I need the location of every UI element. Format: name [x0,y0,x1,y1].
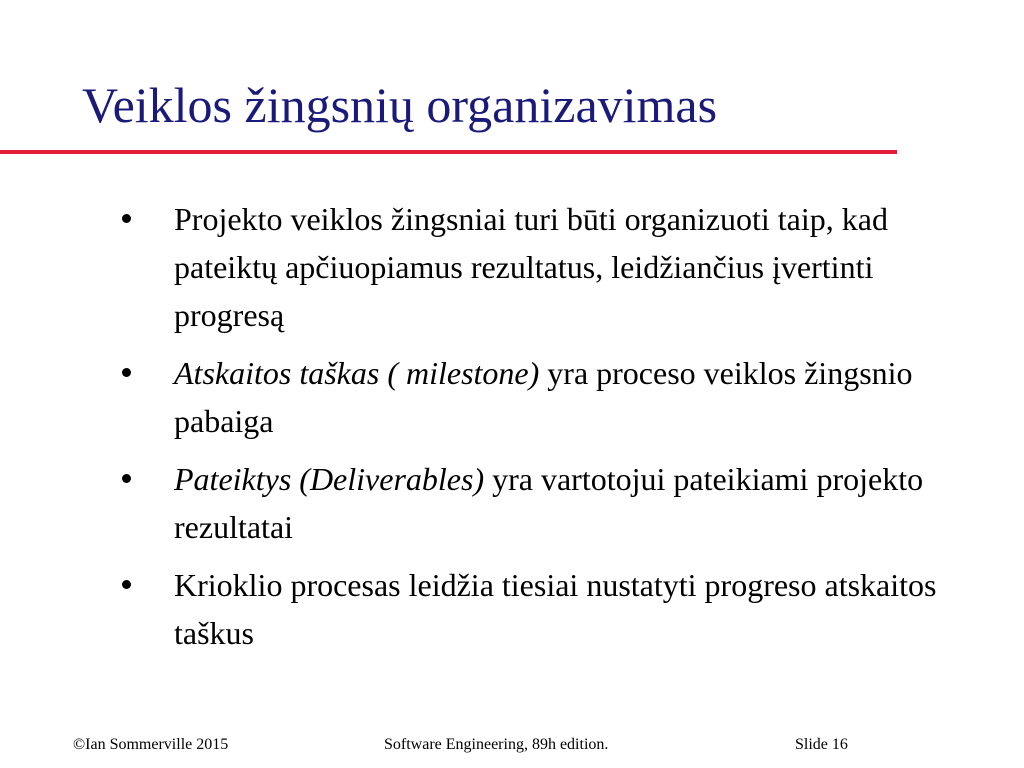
slide-title: Veiklos žingsnių organizavimas [82,77,718,133]
title-underline [0,150,897,154]
bullet-icon [122,368,131,377]
footer-slide-number: Slide 16 [795,736,848,753]
bullet-item [0,455,1024,551]
bullet-icon [122,214,131,223]
bullet-text: Projekto veiklos žingsniai turi būti organizuoti taip, kad pateiktų apčiuopiamus rezultatus, leidžiančius įvertinti progresą [174,201,888,333]
bullet-text: yra proceso veiklos žingsnio pabaiga [174,355,913,439]
bullet-item [0,349,1024,445]
bullet-list [0,195,1024,667]
bullet-text: Krioklio procesas leidžia tiesiai nustatyti progreso atskaitos taškus [174,567,937,651]
bullet-lead-text: Atskaitos taškas ( milestone) [174,355,540,391]
bullet-item [0,195,1024,339]
bullet-item [0,561,1024,657]
bullet-lead-text: Pateiktys (Deliverables) [174,461,485,497]
bullet-text: yra vartotojui pateikiami projekto rezultatai [174,461,924,545]
bullet-icon [122,474,131,483]
footer-book-title: Software Engineering, 89h edition. [384,736,609,753]
bullet-icon [122,580,131,589]
footer-copyright: ©Ian Sommerville 2015 [73,736,229,753]
slide-footer [0,736,1024,756]
